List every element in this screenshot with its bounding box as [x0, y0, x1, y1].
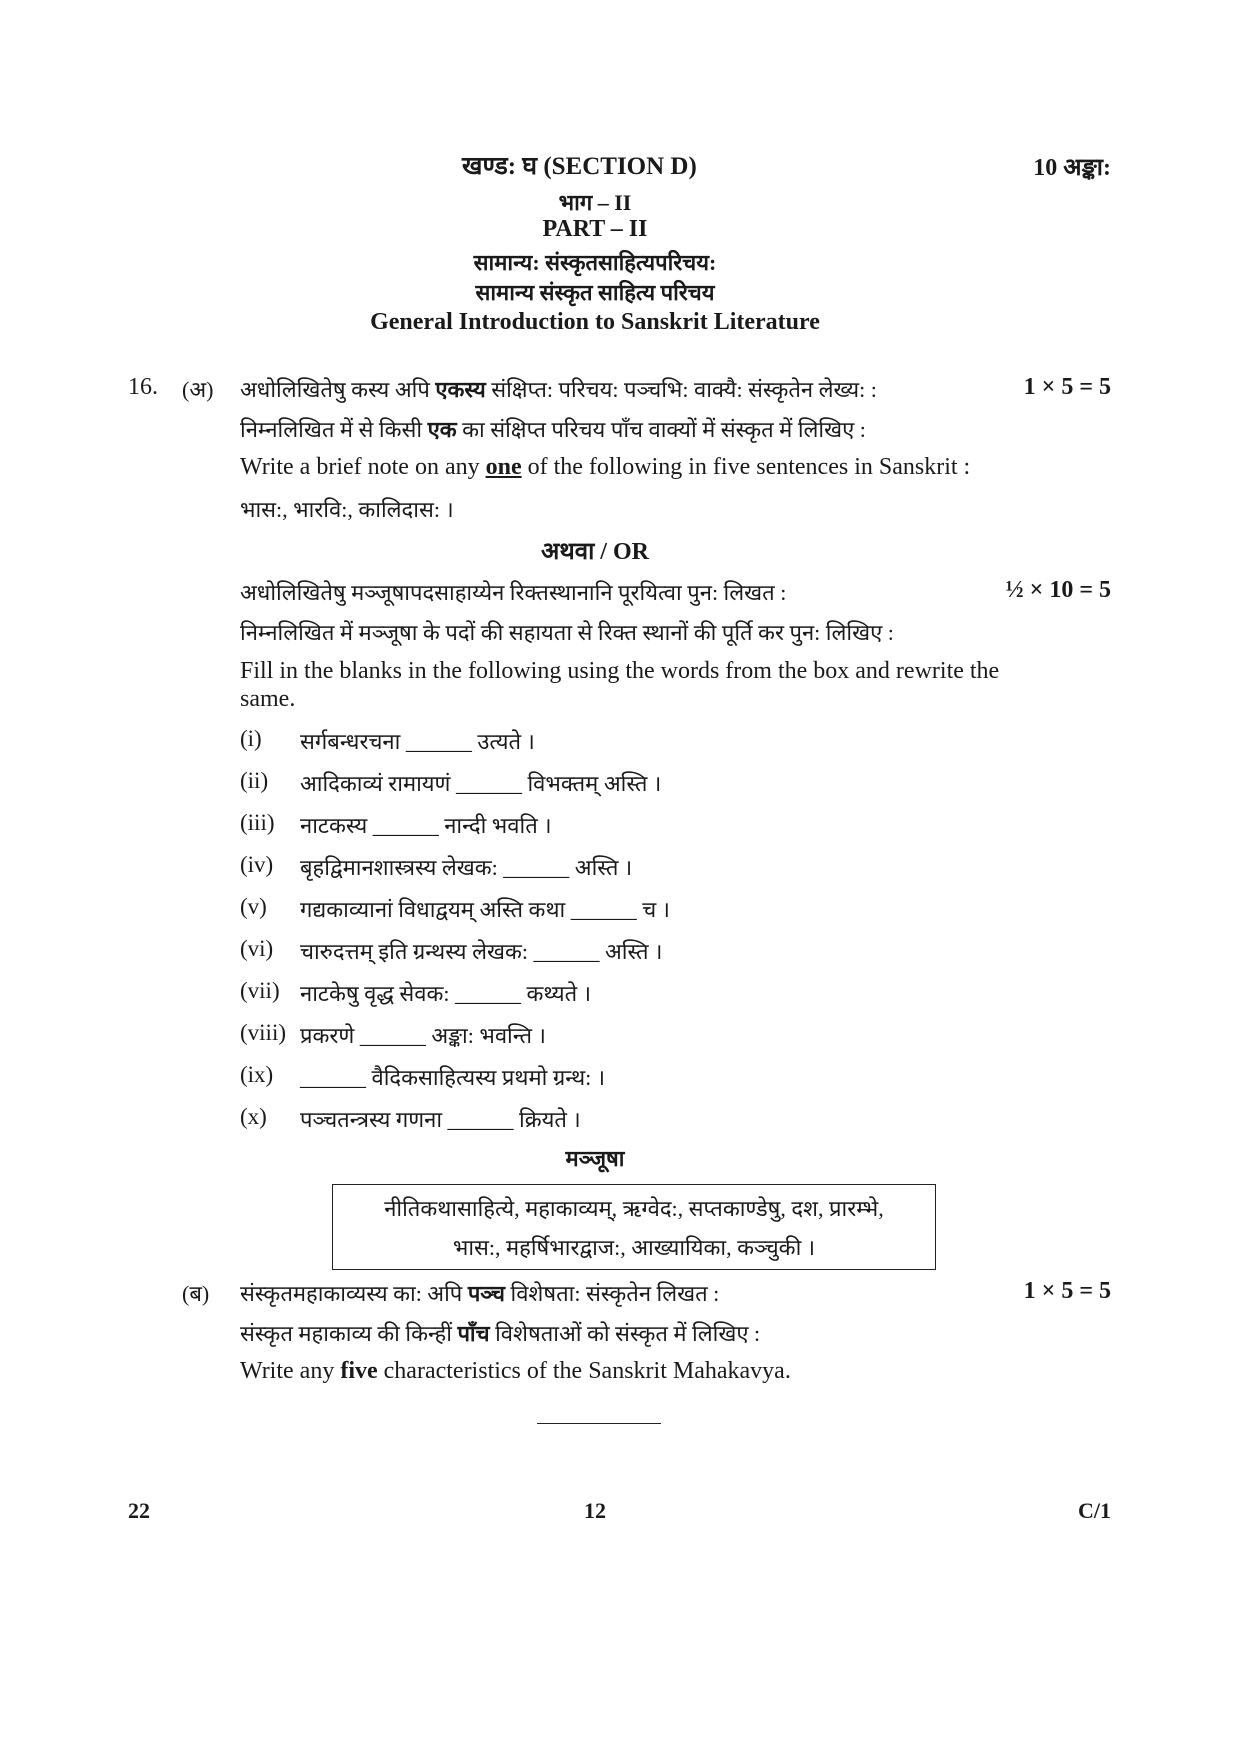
item-text: ______ वैदिकसाहित्यस्य प्रथमो ग्रन्थ: । [300, 1065, 606, 1090]
section-heading-english: (SECTION D) [543, 153, 697, 180]
part-b-sanskrit: संस्कृतमहाकाव्यस्य का: अपि पञ्च विशेषता: संस्कृतेन लिखत : [240, 1281, 720, 1306]
section-heading-hindi: खण्ड: घ [462, 153, 538, 180]
item-number: (x) [240, 1104, 267, 1129]
or-marks: ½ × 10 = 5 [1005, 577, 1111, 603]
item-text: आदिकाव्यं रामायणं ______ विभक्तम् अस्ति । [300, 771, 662, 796]
or-label: अथवा / OR [541, 539, 649, 565]
title-hindi: सामान्य संस्कृत साहित्य परिचय [475, 280, 715, 305]
or-sanskrit: अधोलिखितेषु मञ्जूषापदसाहाय्येन रिक्तस्थानानि पूरयित्वा पुन: लिखत : [240, 580, 787, 605]
item-number: (i) [240, 726, 262, 751]
end-rule [537, 1423, 661, 1424]
question-number: 16. [128, 374, 158, 400]
part-english: PART – II [542, 216, 648, 242]
part-a-sanskrit: अधोलिखितेषु कस्य अपि एकस्य संक्षिप्त: परिचय: पञ्चभि: वाक्यै: संस्कृतेन लेख्य: : [240, 377, 877, 402]
item-text: पञ्चतन्त्रस्य गणना ______ क्रियते । [300, 1107, 581, 1132]
item-number: (v) [240, 894, 267, 919]
section-marks: 10 अङ्का: [1033, 155, 1111, 181]
item-number: (iii) [240, 810, 275, 835]
or-hindi: निम्नलिखित में मञ्जूषा के पदों की सहायता से रिक्त स्थानों की पूर्ति कर पुन: लिखिए : [240, 620, 894, 645]
item-number: (ii) [240, 768, 269, 793]
item-text: चारुदत्तम् इति ग्रन्थस्य लेखक: ______ अस्ति । [300, 939, 663, 964]
part-a-hindi: निम्नलिखित में से किसी एक का संक्षिप्त परिचय पाँच वाक्यों में संस्कृत में लिखिए : [240, 417, 866, 442]
item-number: (vi) [240, 936, 274, 961]
part-hindi: भाग – II [558, 190, 632, 215]
part-b-hindi: संस्कृत महाकाव्य की किन्हीं पाँच विशेषताओं को संस्कृत में लिखिए : [240, 1321, 761, 1346]
box-title: मञ्जूषा [565, 1146, 625, 1171]
footer-left: 22 [128, 1498, 150, 1523]
or-english-line2: same. [240, 686, 296, 712]
item-text: नाटकस्य ______ नान्दी भवति । [300, 813, 552, 838]
part-b-marks: 1 × 5 = 5 [1023, 1278, 1111, 1304]
part-a-label: (अ) [182, 377, 214, 402]
item-number: (vii) [240, 978, 280, 1003]
part-b-english: Write any five characteristics of the Sanskrit Mahakavya. [240, 1358, 791, 1384]
word-box-line2: भास:, महर्षिभारद्वाज:, आख्यायिका, कञ्चुकी । [452, 1235, 816, 1260]
word-box [332, 1184, 936, 1270]
title-english: General Introduction to Sanskrit Literature [370, 309, 820, 335]
part-a-options: भास:, भारवि:, कालिदास: । [240, 497, 454, 522]
footer-page-number: 12 [584, 1498, 606, 1523]
item-number: (ix) [240, 1062, 274, 1087]
item-text: बृहद्विमानशास्त्रस्य लेखक: ______ अस्ति । [300, 855, 633, 880]
section-heading [462, 148, 697, 182]
item-text: नाटकेषु वृद्ध सेवक: ______ कथ्यते । [300, 981, 592, 1006]
part-a-marks: 1 × 5 = 5 [1023, 374, 1111, 400]
part-b-label: (ब) [182, 1281, 210, 1306]
title-sanskrit: सामान्य: संस्कृतसाहित्यपरिचय: [473, 250, 717, 275]
footer-right: C/1 [1078, 1498, 1111, 1523]
item-text: प्रकरणे ______ अङ्का: भवन्ति । [300, 1023, 546, 1048]
word-box-line1: नीतिकथासाहित्ये, महाकाव्यम्, ऋग्वेद:, सप्तकाण्डेषु, दश, प्रारम्भे, [384, 1196, 884, 1221]
item-number: (iv) [240, 852, 274, 877]
item-text: सर्गबन्धरचना ______ उत्यते । [300, 729, 535, 754]
or-english-line1: Fill in the blanks in the following using the words from the box and rewrite the [240, 658, 1000, 684]
item-number: (viii) [240, 1020, 286, 1045]
part-a-english: Write a brief note on any one of the following in five sentences in Sanskrit : [240, 454, 971, 480]
item-text: गद्यकाव्यानां विधाद्वयम् अस्ति कथा ______ च । [300, 897, 671, 922]
